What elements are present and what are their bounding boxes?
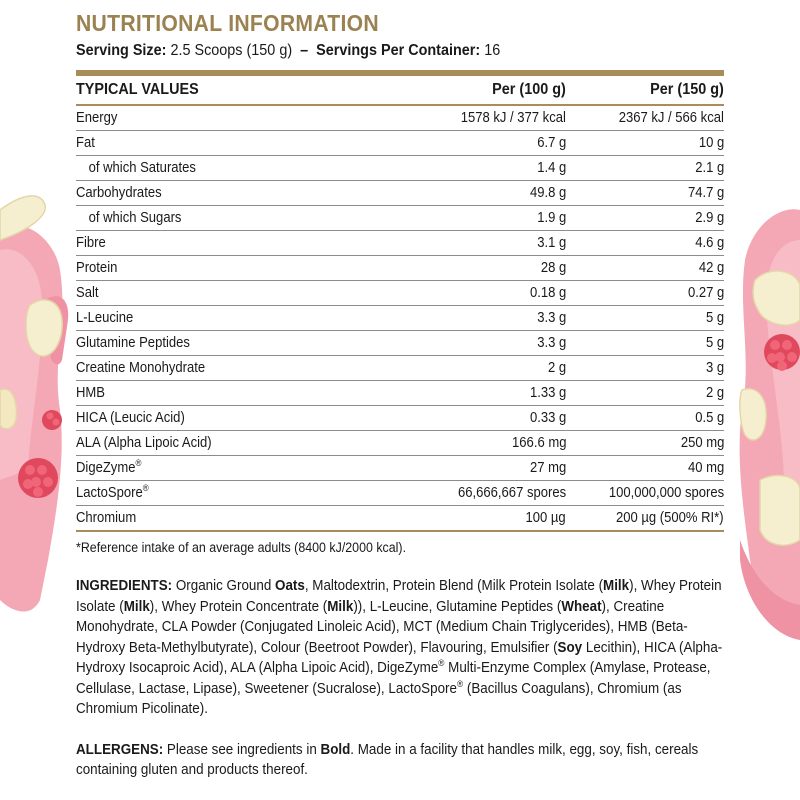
table-row: [76, 206, 724, 231]
serving-size-value: 2.5 Scoops (150 g): [170, 42, 293, 59]
value-per-150g: 0.5 g: [566, 406, 724, 431]
value-per-100g: 6.7 g: [394, 131, 566, 156]
value-per-100g: 1.4 g: [394, 156, 566, 181]
nutrient-name: Protein: [76, 256, 394, 281]
table-row: [76, 356, 724, 381]
value-per-100g: 1.33 g: [394, 381, 566, 406]
value-per-150g: 5 g: [566, 331, 724, 356]
nutrient-name: Fibre: [76, 231, 394, 256]
value-per-150g: 0.27 g: [566, 281, 724, 306]
nutrient-name: HMB: [76, 381, 394, 406]
nutrient-name: Carbohydrates: [76, 181, 394, 206]
nutrient-name: Creatine Monohydrate: [76, 356, 394, 381]
value-per-100g: 166.6 mg: [394, 431, 566, 456]
nutrient-name: LactoSpore®: [76, 481, 394, 506]
nutrient-name: Energy: [76, 105, 394, 131]
value-per-100g: 1.9 g: [394, 206, 566, 231]
serving-separator: –: [300, 42, 309, 59]
value-per-150g: 100,000,000 spores: [566, 481, 724, 506]
table-row: [76, 381, 724, 406]
value-per-150g: 250 mg: [566, 431, 724, 456]
serving-size-label: Serving Size:: [76, 42, 167, 59]
value-per-100g: 0.33 g: [394, 406, 566, 431]
table-row: [76, 481, 724, 506]
nutrition-table: [76, 76, 724, 532]
value-per-100g: 66,666,667 spores: [394, 481, 566, 506]
header-per-100g: Per (100 g): [394, 76, 566, 105]
value-per-150g: 4.6 g: [566, 231, 724, 256]
nutrient-name: Chromium: [76, 506, 394, 532]
allergens-bold-word: Bold: [320, 741, 351, 758]
table-row: [76, 105, 724, 131]
nutrient-name: Fat: [76, 131, 394, 156]
table-row: [76, 306, 724, 331]
table-row: [76, 181, 724, 206]
value-per-150g: 42 g: [566, 256, 724, 281]
value-per-150g: 2.1 g: [566, 156, 724, 181]
table-row: [76, 131, 724, 156]
value-per-100g: 27 mg: [394, 456, 566, 481]
nutrition-panel: [76, 8, 724, 781]
value-per-150g: 10 g: [566, 131, 724, 156]
nutrient-name: HICA (Leucic Acid): [76, 406, 394, 431]
value-per-150g: 5 g: [566, 306, 724, 331]
nutrient-name: L-Leucine: [76, 306, 394, 331]
value-per-150g: 200 µg (500% RI*): [566, 506, 724, 532]
value-per-100g: 3.1 g: [394, 231, 566, 256]
table-header-row: [76, 76, 724, 105]
table-row: [76, 156, 724, 181]
table-row: [76, 506, 724, 532]
value-per-150g: 2.9 g: [566, 206, 724, 231]
ingredients-section: [76, 576, 724, 720]
value-per-100g: 100 µg: [394, 506, 566, 532]
reference-footnote: *Reference intake of an average adults (8400 kJ/2000 kcal).: [76, 540, 407, 555]
value-per-100g: 1578 kJ / 377 kcal: [394, 105, 566, 131]
value-per-100g: 3.3 g: [394, 331, 566, 356]
table-row: [76, 281, 724, 306]
nutrient-name: Glutamine Peptides: [76, 331, 394, 356]
nutrient-name: Salt: [76, 281, 394, 306]
header-typical-values: TYPICAL VALUES: [76, 76, 394, 105]
value-per-150g: 74.7 g: [566, 181, 724, 206]
value-per-100g: 3.3 g: [394, 306, 566, 331]
allergens-text-b: . Made in a facility that handles milk, egg, soy, fish, cereals containing gluten and products thereof.: [76, 741, 699, 778]
value-per-150g: 3 g: [566, 356, 724, 381]
nutrient-name: of which Sugars: [76, 206, 394, 231]
page-title: NUTRITIONAL INFORMATION: [76, 10, 379, 36]
value-per-100g: 49.8 g: [394, 181, 566, 206]
value-per-100g: 0.18 g: [394, 281, 566, 306]
table-row: [76, 256, 724, 281]
value-per-150g: 40 mg: [566, 456, 724, 481]
table-row: [76, 231, 724, 256]
value-per-150g: 2367 kJ / 566 kcal: [566, 105, 724, 131]
table-row: [76, 406, 724, 431]
nutrient-name: DigeZyme®: [76, 456, 394, 481]
value-per-100g: 28 g: [394, 256, 566, 281]
servings-per-container-label: Servings Per Container:: [316, 42, 481, 59]
header-per-150g: Per (150 g): [566, 76, 724, 105]
value-per-150g: 2 g: [566, 381, 724, 406]
allergens-label: ALLERGENS:: [76, 741, 164, 758]
serving-info: [76, 40, 659, 62]
servings-per-container-value: 16: [484, 42, 501, 59]
table-row: [76, 456, 724, 481]
value-per-100g: 2 g: [394, 356, 566, 381]
allergens-text-a: Please see ingredients in: [163, 741, 321, 758]
nutrient-name: ALA (Alpha Lipoic Acid): [76, 431, 394, 456]
table-row: [76, 431, 724, 456]
allergens-section: [76, 740, 724, 781]
table-row: [76, 331, 724, 356]
ingredients-text: Organic Ground Oats, Maltodextrin, Protein Blend (Milk Protein Isolate (Milk), Whey Protein Isolate (Milk), Whey Protein Concentrate (Milk)), L-Leucine, Glutamine Peptides (Wheat), Creatine Monohydrate, CLA Powder (Conjugated Linoleic Acid), MCT (Medium Chain Triglycerides), HMB (Beta-Hydroxy Beta-Methylbutyrate), Colour (Beetroot Powder), Flavouring, Emulsifier (Soy Lecithin), HICA (Alpha-Hydroxy Isocaproic Acid), ALA (Alpha Lipoic Acid), DigeZyme® Multi-Enzyme Complex (Amylase, Protease, Cellulase, Lactase, Lipase), Sweetener (Sucralose), LactoSpore® (Bacillus Coagulans), Chromium (as Chromium Picolinate).: [76, 578, 723, 717]
nutrient-name: of which Saturates: [76, 156, 394, 181]
ingredients-label: INGREDIENTS:: [76, 578, 173, 594]
